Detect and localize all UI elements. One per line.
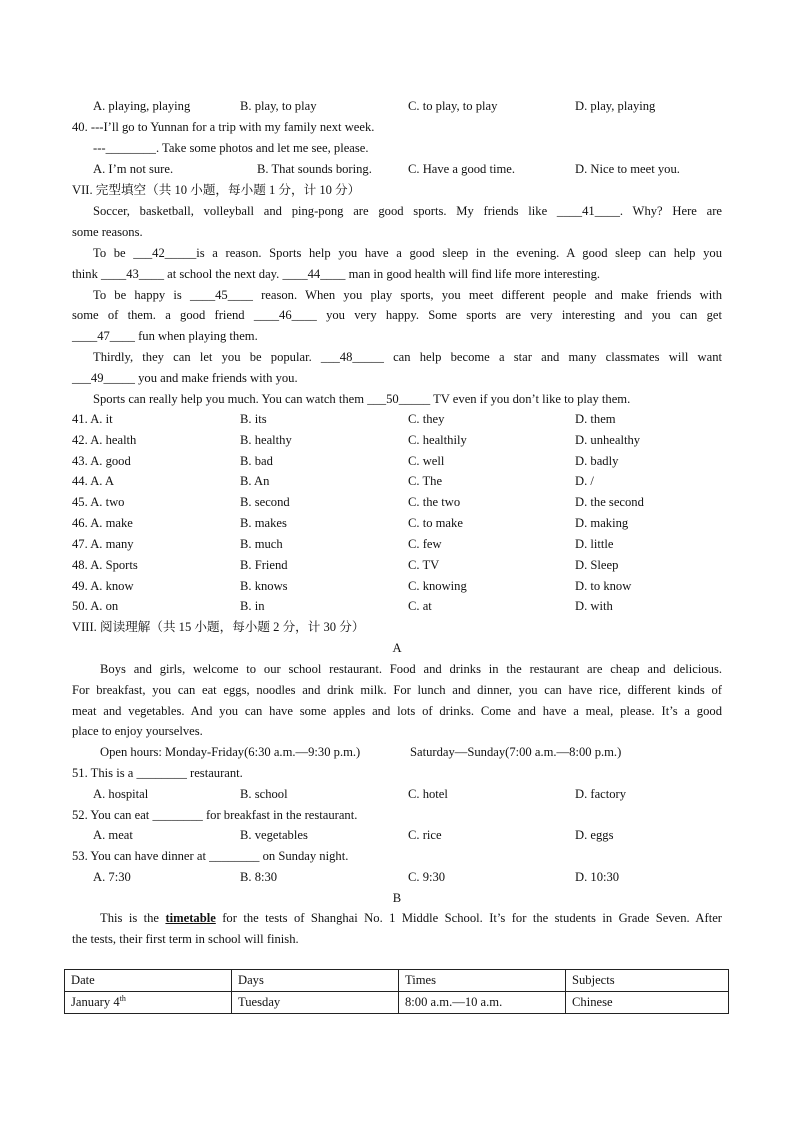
q53-stem: 53. You can have dinner at ________ on Sunday night.	[72, 849, 349, 863]
q39-option-c: C. to play, to play	[408, 99, 498, 113]
q39-option-d: D. play, playing	[575, 99, 656, 113]
q46-option-b: B. makes	[240, 516, 287, 530]
q40-option-d: D. Nice to meet you.	[575, 162, 680, 176]
q44-option-c: C. The	[408, 474, 443, 488]
timetable	[64, 969, 729, 1014]
cloze-line-1: Soccer, basketball, volleyball and ping-pong are good sports. My friends like ____41____. Why? Here are	[93, 204, 722, 218]
q52-option-c: C. rice	[408, 828, 442, 842]
q48-option-d: D. Sleep	[575, 558, 619, 572]
q44-option-b: B. An	[240, 474, 270, 488]
q47-option-d: D. little	[575, 537, 614, 551]
passage-b-line-2: the tests, their first term in school will finish.	[72, 932, 299, 946]
header-times: Times	[399, 970, 566, 992]
q51-option-c: C. hotel	[408, 787, 448, 801]
cloze-line-2: some reasons.	[72, 225, 143, 239]
cloze-line-9: ___49_____ you and make friends with you.	[72, 371, 298, 385]
q39-option-a: A. playing, playing	[93, 99, 191, 113]
q52-option-b: B. vegetables	[240, 828, 308, 842]
q42-option-b: B. healthy	[240, 433, 292, 447]
header-date: Date	[65, 970, 232, 992]
cloze-line-7: ____47____ fun when playing them.	[72, 329, 258, 343]
q41-option-a: 41. A. it	[72, 412, 113, 426]
q53-option-b: B. 8:30	[240, 870, 278, 884]
q42-option-c: C. healthily	[408, 433, 467, 447]
q49-option-b: B. knows	[240, 579, 288, 593]
header-days: Days	[232, 970, 399, 992]
cloze-line-10: Sports can really help you much. You can watch them ___50_____ TV even if you don’t like to play them.	[93, 392, 631, 406]
q48-option-b: B. Friend	[240, 558, 288, 572]
cloze-line-4: think ____43____ at school the next day. ____44____ man in good health will find life more interesting.	[72, 267, 601, 281]
q47-option-b: B. much	[240, 537, 283, 551]
q49-option-d: D. to know	[575, 579, 632, 593]
section7-heading: VII. 完型填空（共 10 小题，每小题 1 分，计 10 分）	[72, 183, 361, 197]
q42-option-d: D. unhealthy	[575, 433, 641, 447]
q43-option-d: D. badly	[575, 454, 619, 468]
section8-heading: VIII. 阅读理解（共 15 小题，每小题 2 分，计 30 分）	[72, 620, 365, 634]
q51-option-a: A. hospital	[93, 787, 149, 801]
passage-a-line-2: For breakfast, you can eat eggs, noodles and drink milk. For lunch and dinner, you can have rice, different kinds of	[72, 683, 722, 697]
q52-option-d: D. eggs	[575, 828, 614, 842]
q41-option-b: B. its	[240, 412, 267, 426]
timetable-keyword: timetable	[165, 911, 216, 925]
q47-option-a: 47. A. many	[72, 537, 134, 551]
q40-prompt: 40. ---I’ll go to Yunnan for a trip with my family next week.	[72, 120, 375, 134]
q46-option-d: D. making	[575, 516, 629, 530]
q53-option-a: A. 7:30	[93, 870, 131, 884]
q45-option-b: B. second	[240, 495, 290, 509]
q51-option-d: D. factory	[575, 787, 627, 801]
q48-option-c: C. TV	[408, 558, 440, 572]
q43-option-c: C. well	[408, 454, 445, 468]
q49-option-c: C. knowing	[408, 579, 467, 593]
q50-option-b: B. in	[240, 599, 265, 613]
cell-date	[65, 992, 232, 1014]
cloze-line-8: Thirdly, they can let you be popular. ___48_____ can help become a star and many classmates will want	[93, 350, 722, 364]
table-row	[65, 992, 729, 1014]
cloze-line-6: some of them. a good friend ____46____ you very happy. Some sports are very interesting and you can get	[72, 308, 722, 322]
open-hours-weekend: Saturday—Sunday(7:00 a.m.—8:00 p.m.)	[410, 745, 622, 759]
q52-stem: 52. You can eat ________ for breakfast in the restaurant.	[72, 808, 358, 822]
table-header-row	[65, 970, 729, 992]
cell-day: Tuesday	[232, 992, 399, 1014]
q43-option-a: 43. A. good	[72, 454, 131, 468]
q39-option-b: B. play, to play	[240, 99, 317, 113]
cloze-line-3: To be ___42_____is a reason. Sports help you have a good sleep in the evening. A good sleep can help you	[93, 246, 722, 260]
q52-option-a: A. meat	[93, 828, 133, 842]
q40-option-a: A. I’m not sure.	[93, 162, 174, 176]
passage-a-label: A	[392, 641, 402, 655]
q40-reply: ---________. Take some photos and let me see, please.	[93, 141, 369, 155]
cell-subject: Chinese	[566, 992, 729, 1014]
q45-option-c: C. the two	[408, 495, 461, 509]
q45-option-a: 45. A. two	[72, 495, 125, 509]
q51-option-b: B. school	[240, 787, 288, 801]
cell-date-suffix: th	[119, 994, 126, 1004]
header-subjects: Subjects	[566, 970, 729, 992]
q43-option-b: B. bad	[240, 454, 273, 468]
q50-option-d: D. with	[575, 599, 613, 613]
q50-option-c: C. at	[408, 599, 432, 613]
q40-option-b: B. That sounds boring.	[257, 162, 372, 176]
passage-a-line-3: meat and vegetables. And you can have some apples and lots of drinks. Come and have a meal, please. It’s a good	[72, 704, 722, 718]
cell-date-text: January 4	[71, 995, 120, 1010]
q53-option-c: C. 9:30	[408, 870, 446, 884]
passage-b-intro-pre: This is the	[100, 911, 166, 925]
q46-option-c: C. to make	[408, 516, 463, 530]
passage-b-line-1	[100, 910, 722, 926]
cloze-line-5: To be happy is ____45____ reason. When you play sports, you meet different people and make friends with	[93, 288, 722, 302]
q42-option-a: 42. A. health	[72, 433, 137, 447]
q44-option-a: 44. A. A	[72, 474, 114, 488]
open-hours-weekday: Open hours: Monday-Friday(6:30 a.m.—9:30 p.m.)	[100, 745, 361, 759]
q45-option-d: D. the second	[575, 495, 644, 509]
q48-option-a: 48. A. Sports	[72, 558, 138, 572]
passage-b-label: B	[392, 891, 402, 905]
passage-b-intro-post: for the tests of Shanghai No. 1 Middle School. It’s for the students in Grade Seven. After	[215, 911, 722, 925]
q41-option-d: D. them	[575, 412, 616, 426]
q40-option-c: C. Have a good time.	[408, 162, 516, 176]
passage-a-line-4: place to enjoy yourselves.	[72, 724, 203, 738]
q44-option-d: D. /	[575, 474, 594, 488]
cell-time: 8:00 a.m.—10 a.m.	[399, 992, 566, 1014]
passage-a-line-1: Boys and girls, welcome to our school restaurant. Food and drinks in the restaurant are cheap and delicious.	[100, 662, 722, 676]
q49-option-a: 49. A. know	[72, 579, 134, 593]
q46-option-a: 46. A. make	[72, 516, 133, 530]
q51-stem: 51. This is a ________ restaurant.	[72, 766, 243, 780]
q53-option-d: D. 10:30	[575, 870, 620, 884]
q41-option-c: C. they	[408, 412, 445, 426]
q47-option-c: C. few	[408, 537, 442, 551]
q50-option-a: 50. A. on	[72, 599, 119, 613]
